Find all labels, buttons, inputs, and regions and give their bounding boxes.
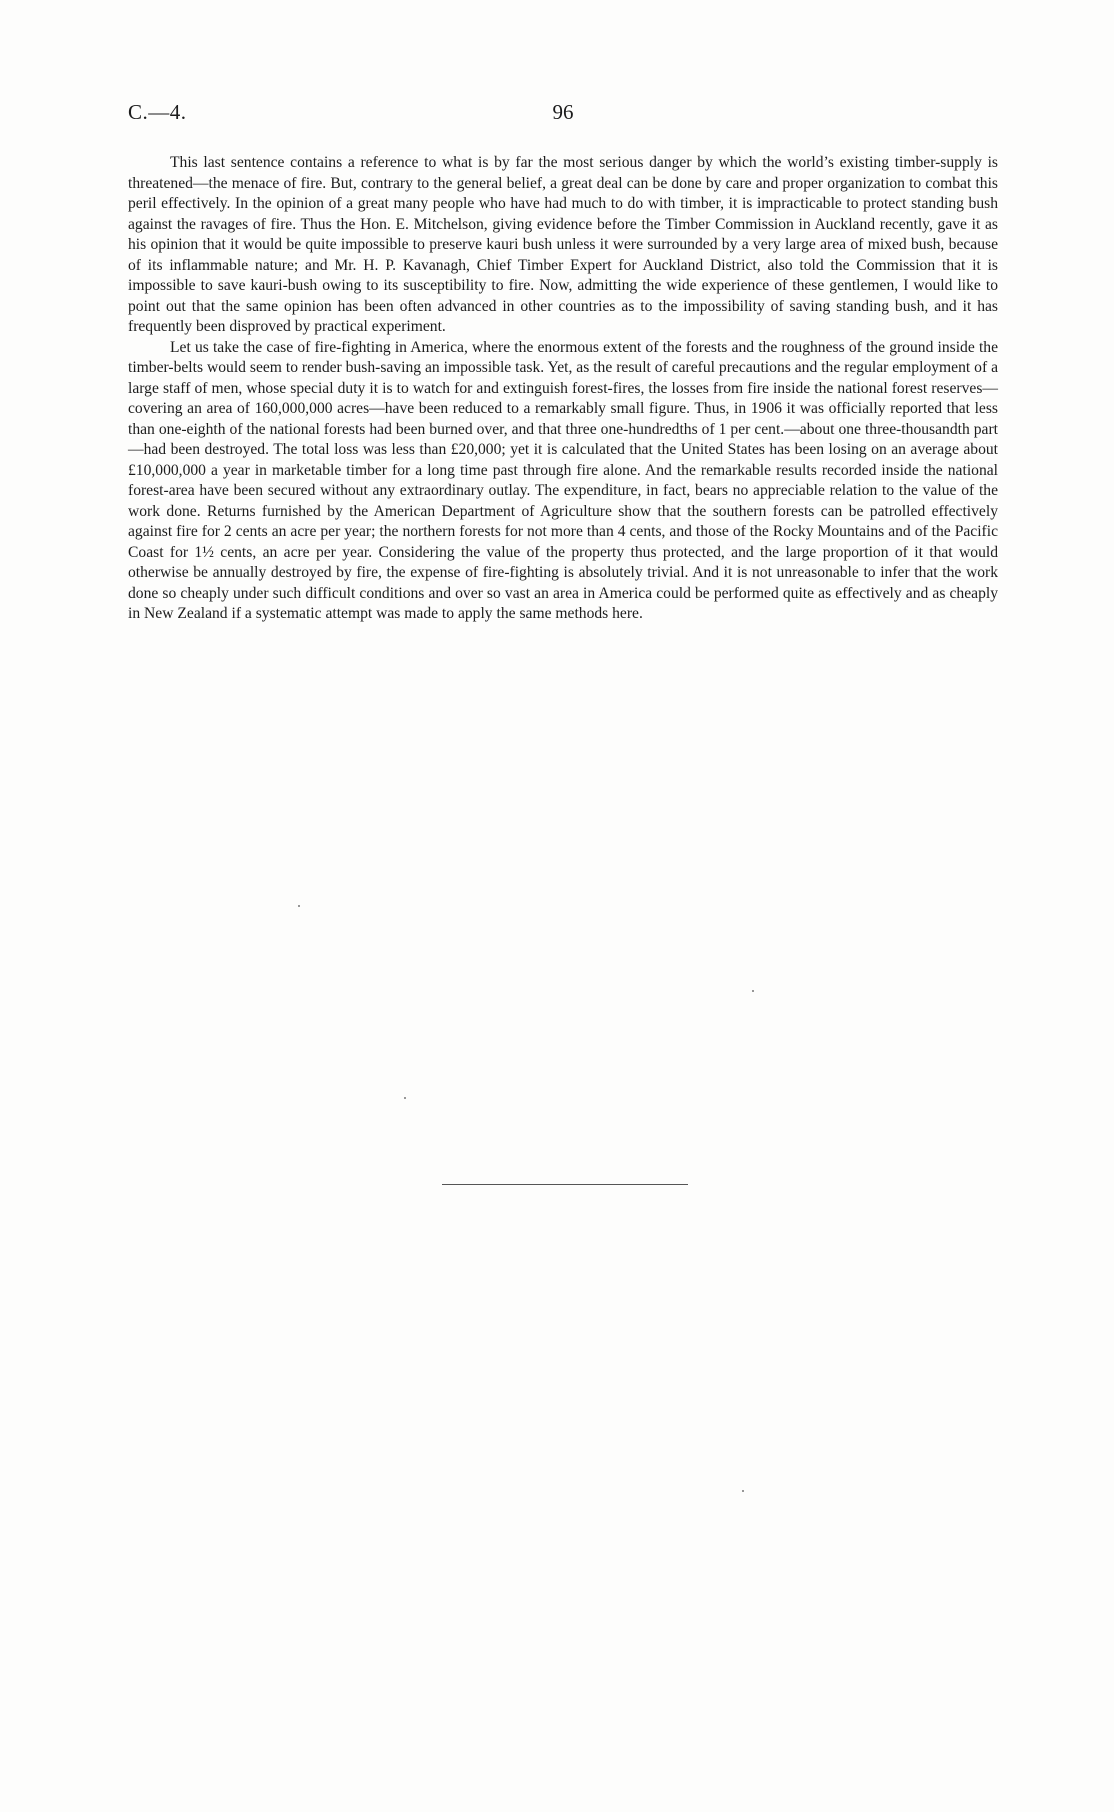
page-header [128,100,998,130]
section-end-rule [442,1184,688,1185]
paragraph-fire-danger: This last sentence contains a reference to what is by far the most serious danger by which the world’s existing timber-supply is threatened—the menace of fire. But, contrary to the general belief, a great deal can be done by care and proper organization to combat this peril effectively. In the opinion of a great many people who have had much to do with timber, it is impracticable to protect standing bush against the ravages of fire. Thus the Hon. E. Mitchelson, giving evidence before the Timber Commission in Auckland recently, gave it as his opinion that it would be quite impossible to preserve kauri bush unless it were surrounded by a very large area of mixed bush, because of its inflammable nature; and Mr. H. P. Kavanagh, Chief Timber Expert for Auckland District, also told the Commission that it is impossible to save kauri-bush owing to its susceptibility to fire. Now, admitting the wide experience of these gentlemen, I would like to point out that the same opinion has been often advanced in other countries as to the impossibility of saving standing bush, and it has frequently been disproved by practical experiment. [128,154,998,335]
document-code: C.—4. [128,100,187,124]
body-text [128,153,998,625]
page-number: 96 [552,100,574,124]
scan-speck [404,1097,406,1099]
paragraph-america-fire-fighting: Let us take the case of fire-fighting in America, where the enormous extent of the forests and the roughness of the ground inside the timber-belts would seem to render bush-saving an impossible task. Yet, as the result of careful precautions and the regular employment of a large staff of men, whose special duty it is to watch for and extinguish forest-fires, the losses from fire inside the national forest reserves—covering an area of 160,000,000 acres—have been reduced to a remarkably small figure. Thus, in 1906 it was officially reported that less than one-eighth of the national forests had been burned over, and that three one-hundredths of 1 per cent.—about one three-thousandth part—had been destroyed. The total loss was less than £20,000; yet it is calculated that the United States has been losing on an average about £10,000,000 a year in marketable timber for a long time past through fire alone. And the remarkable results recorded inside the national forest-area have been secured without any extraordinary outlay. The expenditure, in fact, bears no appreciable relation to the value of the work done. Returns furnished by the American Department of Agriculture show that the southern forests can be patrolled effectively against fire for 2 cents an acre per year; the northern forests for not more than 4 cents, and those of the Rocky Mountains and of the Pacific Coast for 1½ cents, an acre per year. Considering the value of the property thus protected, and the large proportion of it that would otherwise be annually destroyed by fire, the expense of fire-fighting is absolutely trivial. And it is not unreasonable to infer that the work done so cheaply under such difficult conditions and over so vast an area in America could be performed quite as effectively and as cheaply in New Zealand if a systematic attempt was made to apply the same methods here. [128,338,998,622]
scan-speck [742,1490,744,1492]
scan-speck [752,990,754,992]
scan-speck [298,905,300,907]
